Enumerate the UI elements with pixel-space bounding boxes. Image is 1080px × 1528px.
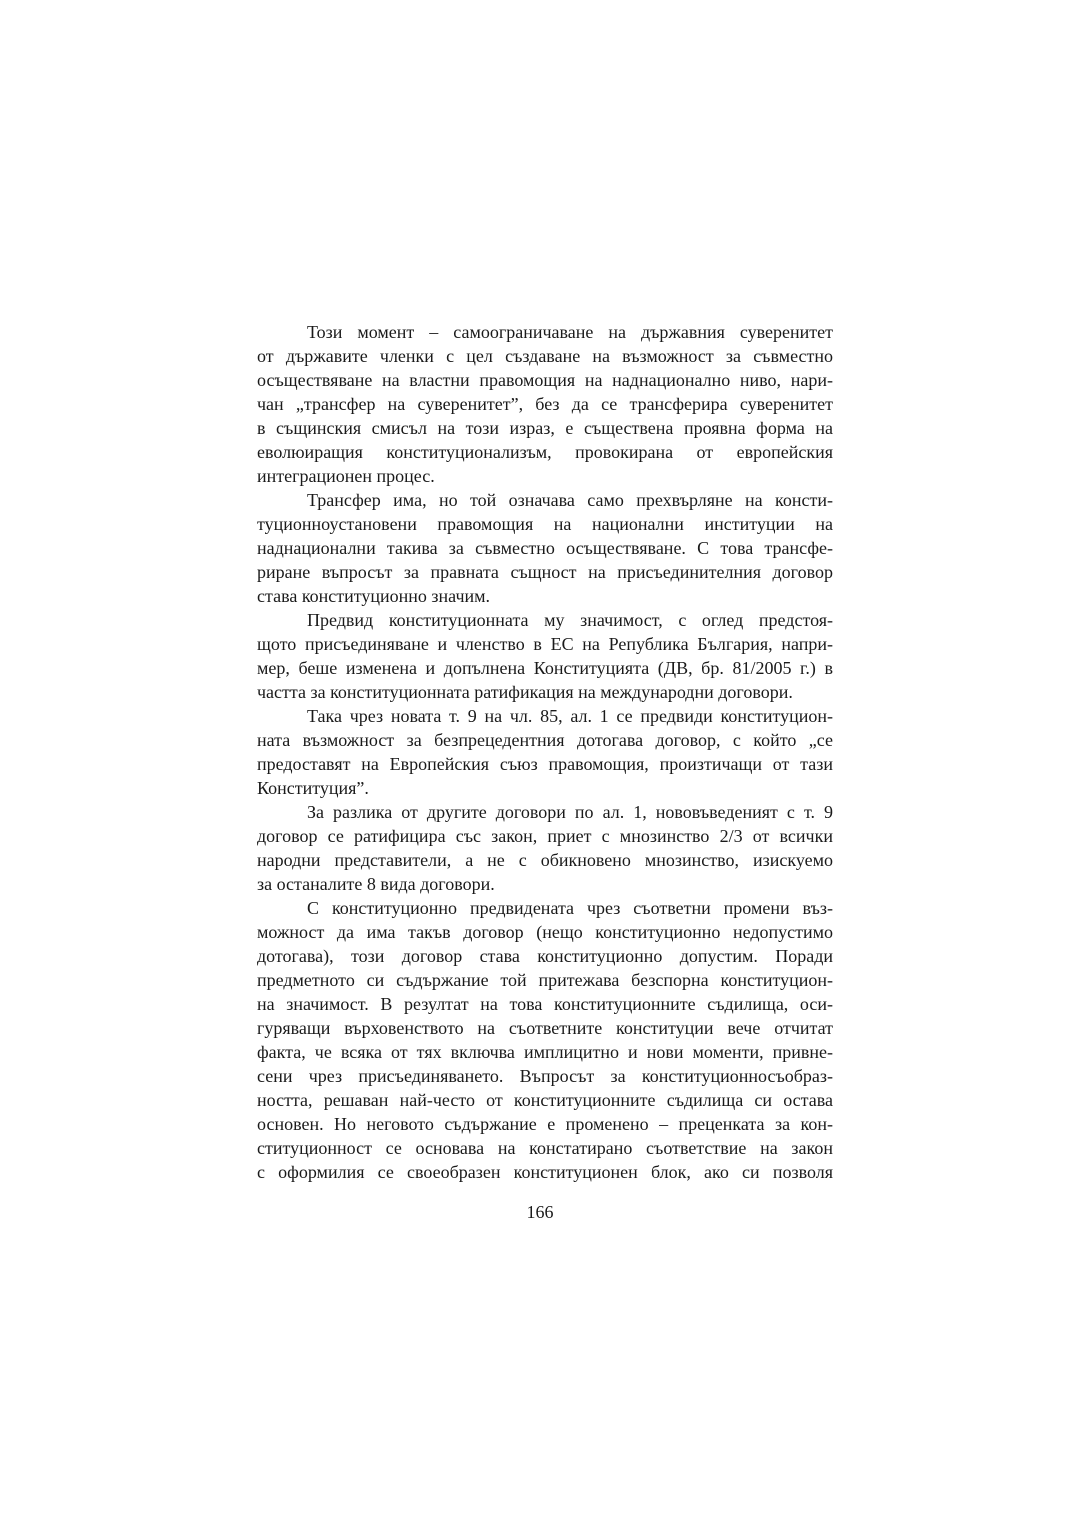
text-line: Конституция”. <box>257 778 369 798</box>
text-line: За разлика от другите договори по ал. 1, нововъведеният с т. 9 <box>307 802 833 822</box>
paragraph-2 <box>257 488 833 608</box>
text-line: дотогава), този договор става конституционно допустим. Поради <box>257 946 833 966</box>
text-line: става конституционно значим. <box>257 586 491 606</box>
text-line: С конституционно предвидената чрез съответни промени въз- <box>307 898 833 918</box>
text-line: Предвид конституционната му значимост, с оглед предстоя- <box>307 610 833 630</box>
text-line: гуряващи върховенството на съответните конституции вече отчитат <box>257 1018 833 1038</box>
text-line: предоставят на Европейския съюз правомощия, произтичащи от тази <box>257 754 833 774</box>
text-line: за останалите 8 вида договори. <box>257 874 495 894</box>
paragraph-5 <box>257 800 833 896</box>
text-line: щото присъединяване и членство в ЕС на Република България, напри- <box>257 634 833 654</box>
text-line: предметното си съдържание той притежава безспорна конституцион- <box>257 970 833 990</box>
text-line: ността, решаван най-често от конституционните съдилища си остава <box>257 1090 833 1110</box>
text-line: еволюиращия конституционализъм, провокирана от европейския <box>257 442 833 462</box>
text-line: частта за конституционната ратификация на международни договори. <box>257 682 793 702</box>
text-line: на значимост. В резултат на това конституционните съдилища, оси- <box>257 994 833 1014</box>
text-line: осъществяване на властни правомощия на наднационално ниво, нари- <box>257 370 833 390</box>
text-line: наднационални такива за съвместно осъществяване. С това трансфе- <box>257 538 833 558</box>
text-line: Този момент – самоограничаване на държавния суверенитет <box>307 322 833 342</box>
text-line: Трансфер има, но той означава само прехвърляне на консти- <box>307 490 833 510</box>
paragraph-1 <box>257 320 833 488</box>
text-line: ната възможност за безпрецедентния дотогава договор, с който „се <box>257 730 833 750</box>
body-text <box>257 320 833 1184</box>
text-line: в същинския смисъл на този израз, е съществена проявна форма на <box>257 418 833 438</box>
paragraph-3 <box>257 608 833 704</box>
text-line: интеграционен процес. <box>257 466 435 486</box>
text-line: основен. Но неговото съдържание е променено – преценката за кон- <box>257 1114 833 1134</box>
text-line: Така чрез новата т. 9 на чл. 85, ал. 1 се предвиди конституцион- <box>307 706 833 726</box>
text-line: сени чрез присъединяването. Въпросът за конституционносъобраз- <box>257 1066 833 1086</box>
text-line: мер, беше изменена и допълнена Конституцията (ДВ, бр. 81/2005 г.) в <box>257 658 833 678</box>
text-line: риране въпросът за правната същност на присъединителния договор <box>257 562 833 582</box>
text-line: чан „трансфер на суверенитет”, без да се трансферира суверенитет <box>257 394 833 414</box>
text-line: туционноустановени правомощия на национални институции на <box>257 514 833 534</box>
paragraph-4 <box>257 704 833 800</box>
text-line: с оформилия се своеобразен конституционен блок, ако си позволя <box>257 1162 833 1182</box>
text-line: факта, че всяка от тях включва имплицитно и нови моменти, привне- <box>257 1042 833 1062</box>
text-line: народни представители, а не с обикновено мнозинство, изискуемо <box>257 850 833 870</box>
paragraph-6 <box>257 896 833 1184</box>
text-line: от държавите членки с цел създаване на възможност за съвместно <box>257 346 833 366</box>
text-line: ституционност се основава на констатирано съответствие на закон <box>257 1138 833 1158</box>
page-number: 166 <box>526 1202 554 1222</box>
text-line: договор се ратифицира със закон, приет с мнозинство 2/3 от всички <box>257 826 833 846</box>
text-line: можност да има такъв договор (нещо конституционно недопустимо <box>257 922 833 942</box>
